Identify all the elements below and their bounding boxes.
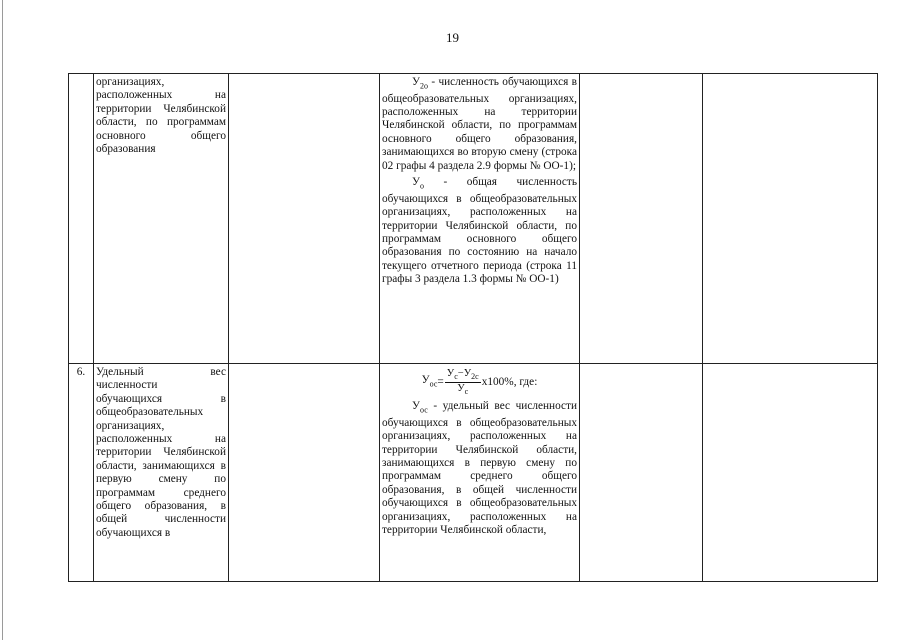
variable-subscript: ос (420, 405, 428, 415)
table-row (69, 364, 878, 582)
empty-cell (703, 74, 878, 364)
formula-numerator: $У_с-У_{2с}$ (446, 368, 479, 382)
formula-denominator: $У_с$ (457, 383, 469, 397)
formula-cell (380, 364, 580, 582)
formula-fraction (445, 368, 481, 397)
scan-left-edge (2, 0, 3, 640)
variable-subscript: о (420, 181, 424, 191)
indicator-cell: организациях, расположенных на территории Челябинской области, по программам основного общего образования (94, 74, 229, 364)
formula (382, 368, 577, 397)
formula-lhs: $У_{ос}$ (421, 374, 438, 389)
document-table (68, 73, 878, 582)
formula-cell (380, 74, 580, 364)
empty-cell (229, 74, 380, 364)
definition-paragraph (382, 400, 577, 537)
definition-text: - удельный вес численности обучающихся в общеобразовательных организациях, расположенных на территории Челябинской области, занимающихся в первую смену по программам среднего общего образования, в общей численности обучающихся в общеобразовательных организациях, расположенных на территории Челябинской области, (382, 400, 577, 537)
empty-cell (580, 364, 703, 582)
formula-tail: x100%, где: (481, 375, 538, 388)
variable-subscript: 2о (420, 81, 428, 91)
formula-equals: = (437, 375, 444, 388)
variable-symbol: У (412, 76, 420, 88)
definition-text: - общая численность обучающихся в общеобразовательных организациях, расположенных на территории Челябинской области, по программам основного общего образования по состоянию на начало текущего отчетного периода (строка 11 графы 3 раздела 1.3 формы № ОО-1) (382, 176, 577, 286)
empty-cell (580, 74, 703, 364)
definition-paragraph (382, 76, 577, 173)
row-number: 6. (69, 364, 94, 582)
definition-paragraph (382, 176, 577, 287)
variable-symbol: У (412, 176, 420, 189)
variable-symbol: У (412, 400, 420, 413)
indicator-cell: Удельный вес численности обучающихся в общеобразовательных организациях, расположенных на территории Челябинской области, занимающихся в первую смену по программам среднего общего образования, в общей численности обучающихся в (94, 364, 229, 582)
empty-cell (229, 364, 380, 582)
row-number (69, 74, 94, 364)
table-row (69, 74, 878, 364)
empty-cell (703, 364, 878, 582)
definition-text: - численность обучающихся в общеобразовательных организациях, расположенных на территории Челябинской области, по программам основного общего образования, занимающихся во вторую смену (строка 02 графы 4 раздела 2.9 формы № ОО-1); (382, 76, 577, 172)
page-number: 19 (446, 30, 459, 45)
